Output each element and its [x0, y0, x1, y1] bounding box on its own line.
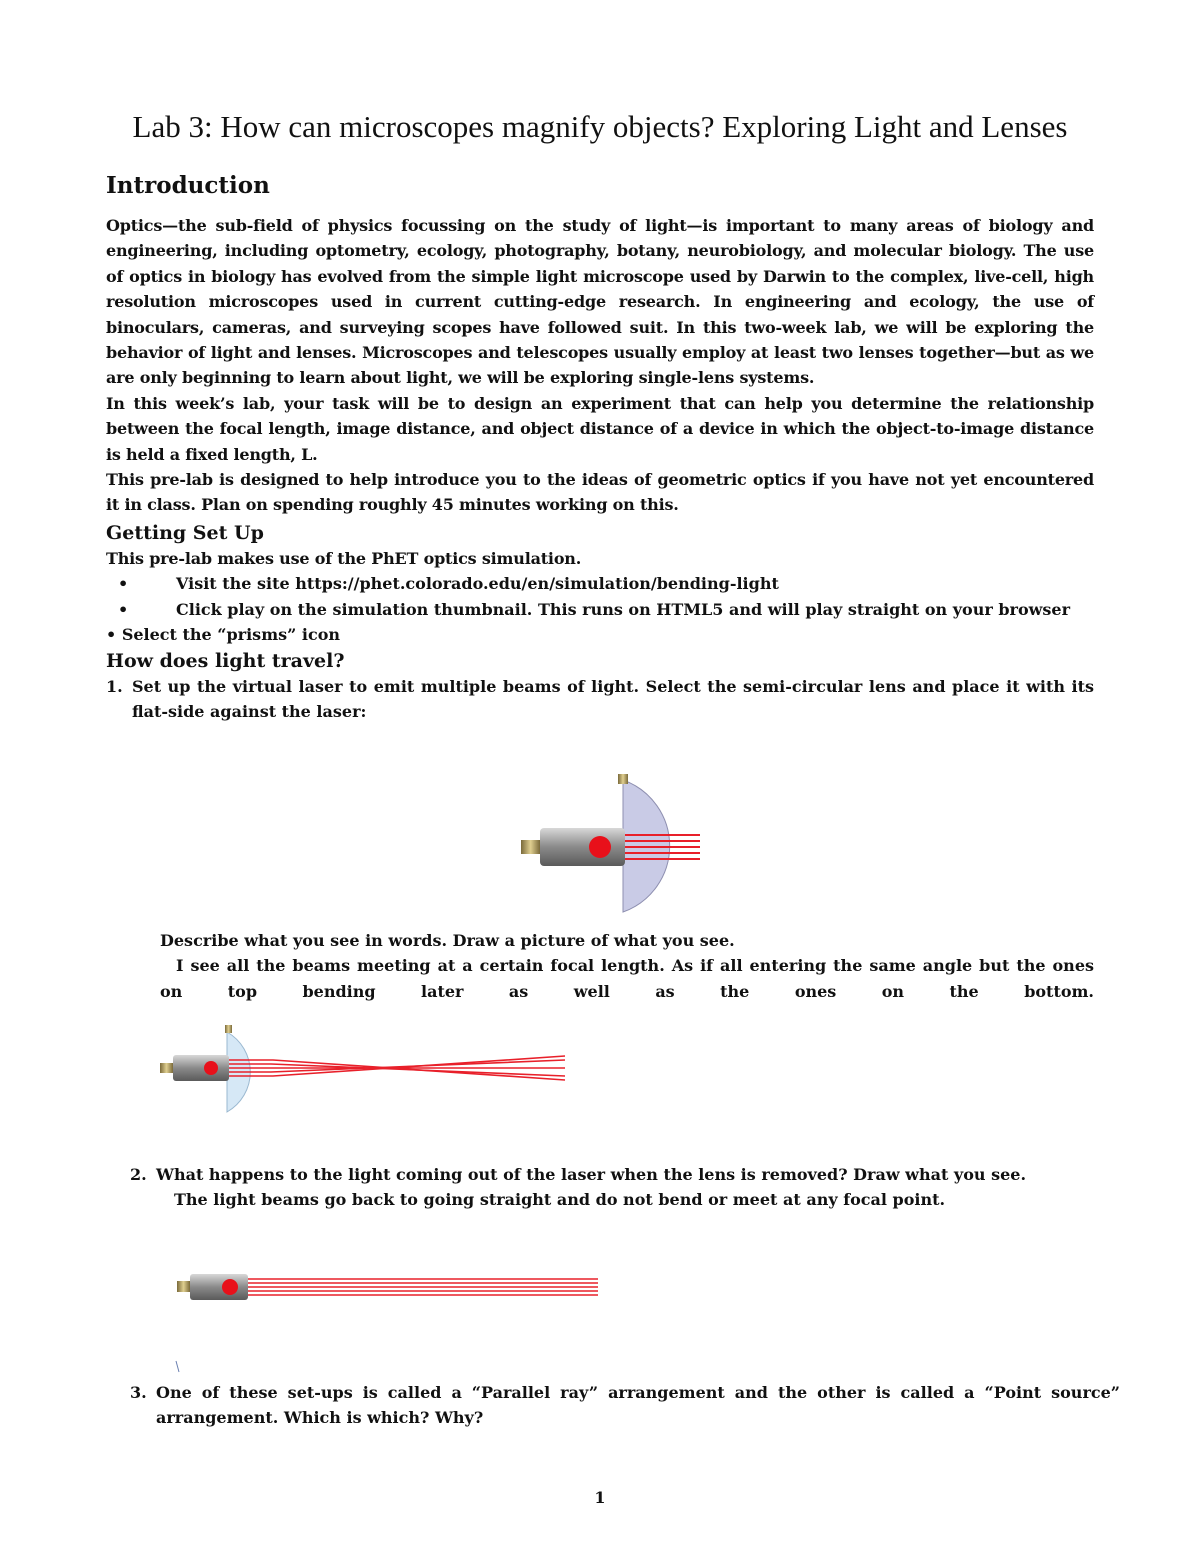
intro-paragraph-3: This pre-lab is designed to help introduce you to the ideas of geometric optics if you have not yet encountered it in class. Plan on spending roughly 45 minutes working on this. — [106, 470, 1094, 515]
q1-prompt: Describe what you see in words. Draw a picture of what you see. — [160, 931, 735, 950]
intro-heading: Introduction — [106, 172, 270, 199]
question-text: Set up the virtual laser to emit multiple beams of light. Select the semi-circular lens and place it with its flat-side against the laser: — [132, 676, 1094, 721]
intro-paragraph-1: Optics—the sub-field of physics focussing on the study of light—is important to many areas of biology and engineering, including optometry, ecology, photography, botany, neurobiology, and molecular biology. The use of optics in biology has evolved from the simple light microscope used by Darwin to the complex, live-cell, high resolution microscopes used in current cutting-edge research. In engineering and ecology, the use of binoculars, cameras, and surveying scopes have followed suit. In this two-week lab, we will be exploring the behavior of light and lenses. Microscopes and telescopes usually employ at least two lenses together—but as we are only beginning to learn about light, we will be exploring single-lens systems. — [106, 216, 1094, 388]
figure-laser-lens-1 — [515, 770, 715, 920]
q1-answer: I see all the beams meeting at a certain focal length. As if all entering the same angle but the ones on top bending later as well as the ones on the bottom. — [160, 956, 1094, 1001]
bullet-text: Visit the site https://phet.colorado.edu/en/simulation/bending-light — [176, 574, 779, 594]
stray-mark — [174, 1360, 182, 1374]
list-item — [106, 597, 1094, 622]
question-number: 3. — [130, 1383, 147, 1402]
laser-body — [190, 1274, 248, 1300]
laser-button — [222, 1279, 238, 1295]
q1-response — [160, 928, 1094, 1004]
beam — [229, 1060, 565, 1080]
laser-button — [204, 1061, 218, 1075]
beam — [229, 1064, 565, 1076]
laser-cap — [177, 1281, 190, 1292]
laser-button — [589, 836, 611, 858]
laser-body — [173, 1055, 229, 1081]
document-page — [106, 108, 1094, 724]
question-number: 1. — [106, 676, 123, 696]
page-number: 1 — [594, 1488, 606, 1507]
bullet-glyph: • — [106, 625, 117, 645]
q2-answer: The light beams go back to going straight and do not bend or meet at any focal point. — [174, 1190, 946, 1210]
laser-cap — [521, 840, 540, 854]
question-text: One of these set-ups is called a “Parallel ray” arrangement and the other is called a “Point source” arrangement. Which is which? Why? — [156, 1383, 1120, 1428]
figure-laser-lens-focus — [155, 1022, 575, 1114]
list-item — [106, 571, 1094, 596]
laser-body — [540, 828, 625, 866]
setup-bullet-list — [106, 571, 1094, 647]
travel-heading: How does light travel? — [106, 649, 345, 672]
intro-paragraph-2: In this week’s lab, your task will be to design an experiment that can help you determine the relationship between the focal length, image distance, and object distance of a device in which the object-to-image distance is held a fixed length, L. — [106, 393, 1094, 464]
bullet-text: Select the “prisms” icon — [121, 625, 341, 645]
beam — [229, 1056, 565, 1076]
question-text: What happens to the light coming out of the laser when the lens is removed? Draw what you see. — [156, 1165, 1027, 1184]
beam-group — [248, 1279, 598, 1295]
laser-cap — [160, 1063, 173, 1073]
question-3 — [130, 1380, 1120, 1431]
beam-group — [229, 1056, 565, 1080]
question-1 — [106, 674, 1094, 725]
question-2 — [130, 1162, 1092, 1213]
bullet-glyph: • — [118, 599, 129, 619]
setup-heading: Getting Set Up — [106, 521, 264, 544]
lens-knob — [618, 774, 628, 784]
list-item — [106, 622, 1094, 647]
figure-laser-no-lens — [172, 1270, 602, 1304]
bullet-glyph: • — [118, 574, 129, 594]
beam — [229, 1060, 565, 1072]
setup-intro: This pre-lab makes use of the PhET optics simulation. — [106, 548, 582, 568]
lens-knob — [225, 1025, 232, 1033]
bullet-text: Click play on the simulation thumbnail. This runs on HTML5 and will play straight on your browser — [176, 599, 1071, 619]
question-number: 2. — [130, 1165, 147, 1184]
page-title: Lab 3: How can microscopes magnify objects? Exploring Light and Lenses — [132, 109, 1068, 144]
